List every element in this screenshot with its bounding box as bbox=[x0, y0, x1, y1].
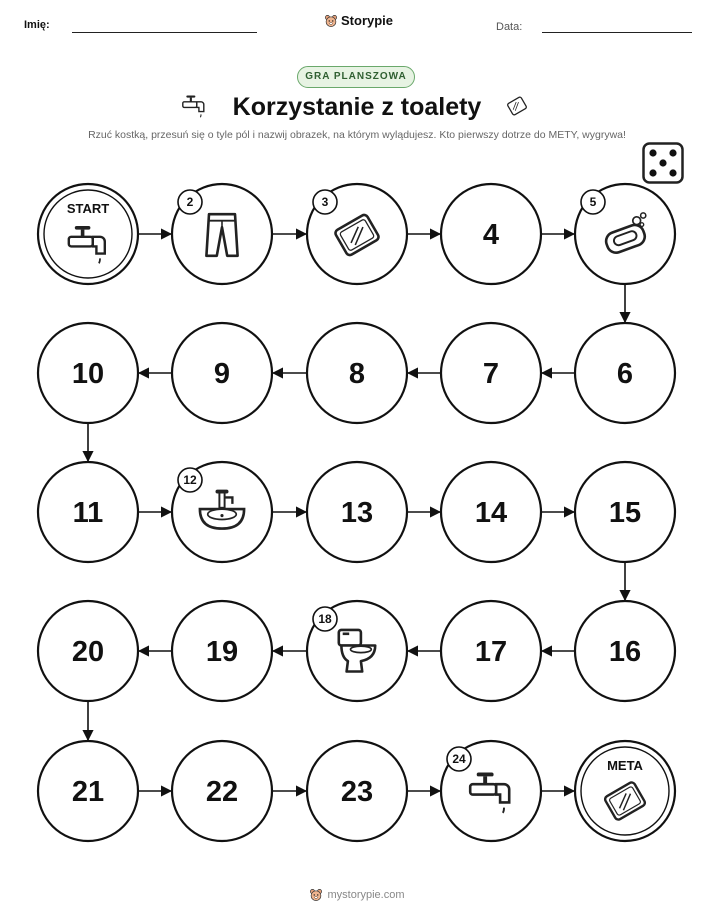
cell-number: 14 bbox=[474, 497, 508, 529]
finish-label: META bbox=[607, 758, 643, 773]
board-cell-16 bbox=[575, 601, 675, 701]
cell-number: 20 bbox=[71, 636, 105, 668]
name-label: Imię: bbox=[24, 19, 50, 31]
cell-number: 5 bbox=[589, 195, 597, 209]
board-cell-21 bbox=[38, 741, 138, 841]
board-cell-8 bbox=[307, 323, 407, 423]
cell-number: 3 bbox=[321, 195, 329, 209]
cell-number: 8 bbox=[348, 358, 366, 390]
board-cell-23 bbox=[307, 741, 407, 841]
board-cells bbox=[38, 184, 675, 841]
board-cell-3 bbox=[307, 184, 407, 284]
cell-number: 11 bbox=[72, 497, 104, 529]
board-cell-25 bbox=[575, 741, 675, 841]
cell-number: 24 bbox=[452, 752, 466, 766]
cell-number: 2 bbox=[186, 195, 194, 209]
cell-number: 17 bbox=[474, 636, 508, 668]
cell-number: 10 bbox=[71, 358, 105, 390]
board-cell-10 bbox=[38, 323, 138, 423]
board-cell-2 bbox=[172, 184, 272, 284]
cell-number: 21 bbox=[71, 776, 105, 808]
cell-number: 12 bbox=[183, 473, 197, 487]
footer-url: mystorypie.com bbox=[327, 889, 405, 901]
board-cell-17 bbox=[441, 601, 541, 701]
cell-number: 4 bbox=[482, 219, 500, 251]
board-cell-22 bbox=[172, 741, 272, 841]
board-cell-4 bbox=[441, 184, 541, 284]
instructions-text: Rzuć kostką, przesuń się o tyle pól i nazwij obrazek, na którym wylądujesz. Kto pierwszy dotrze do METY, wygrywa! bbox=[88, 129, 626, 141]
start-label: START bbox=[66, 201, 110, 216]
cell-number: 23 bbox=[340, 776, 374, 808]
game-type-badge: GRA PLANSZOWA bbox=[297, 66, 415, 88]
cell-number: 6 bbox=[616, 358, 634, 390]
brand-name: Storypie bbox=[341, 13, 394, 28]
board-cell-14 bbox=[441, 462, 541, 562]
board-cell-5 bbox=[575, 184, 675, 284]
board-cell-7 bbox=[441, 323, 541, 423]
board-cell-24 bbox=[441, 741, 541, 841]
cell-number: 9 bbox=[213, 358, 231, 390]
footer bbox=[0, 888, 714, 902]
board-cell-12 bbox=[172, 462, 272, 562]
board-cell-13 bbox=[307, 462, 407, 562]
board-cell-18 bbox=[307, 601, 407, 701]
board-cell-20 bbox=[38, 601, 138, 701]
cell-number: 22 bbox=[205, 776, 239, 808]
cell-number: 18 bbox=[318, 612, 332, 626]
cell-number: 19 bbox=[205, 636, 239, 668]
bear-icon bbox=[309, 888, 323, 902]
cell-number: 15 bbox=[608, 497, 642, 529]
board-cell-15 bbox=[575, 462, 675, 562]
board-cell-1 bbox=[38, 184, 138, 284]
page-title: Korzystanie z toalety bbox=[232, 93, 482, 121]
board-cell-11 bbox=[38, 462, 138, 562]
cell-number: 7 bbox=[482, 358, 500, 390]
board-cell-6 bbox=[575, 323, 675, 423]
cell-number: 16 bbox=[608, 636, 642, 668]
date-label: Data: bbox=[496, 21, 523, 33]
cell-circle bbox=[38, 184, 138, 284]
board-cell-9 bbox=[172, 323, 272, 423]
cell-number: 13 bbox=[340, 497, 374, 529]
board-cell-19 bbox=[172, 601, 272, 701]
